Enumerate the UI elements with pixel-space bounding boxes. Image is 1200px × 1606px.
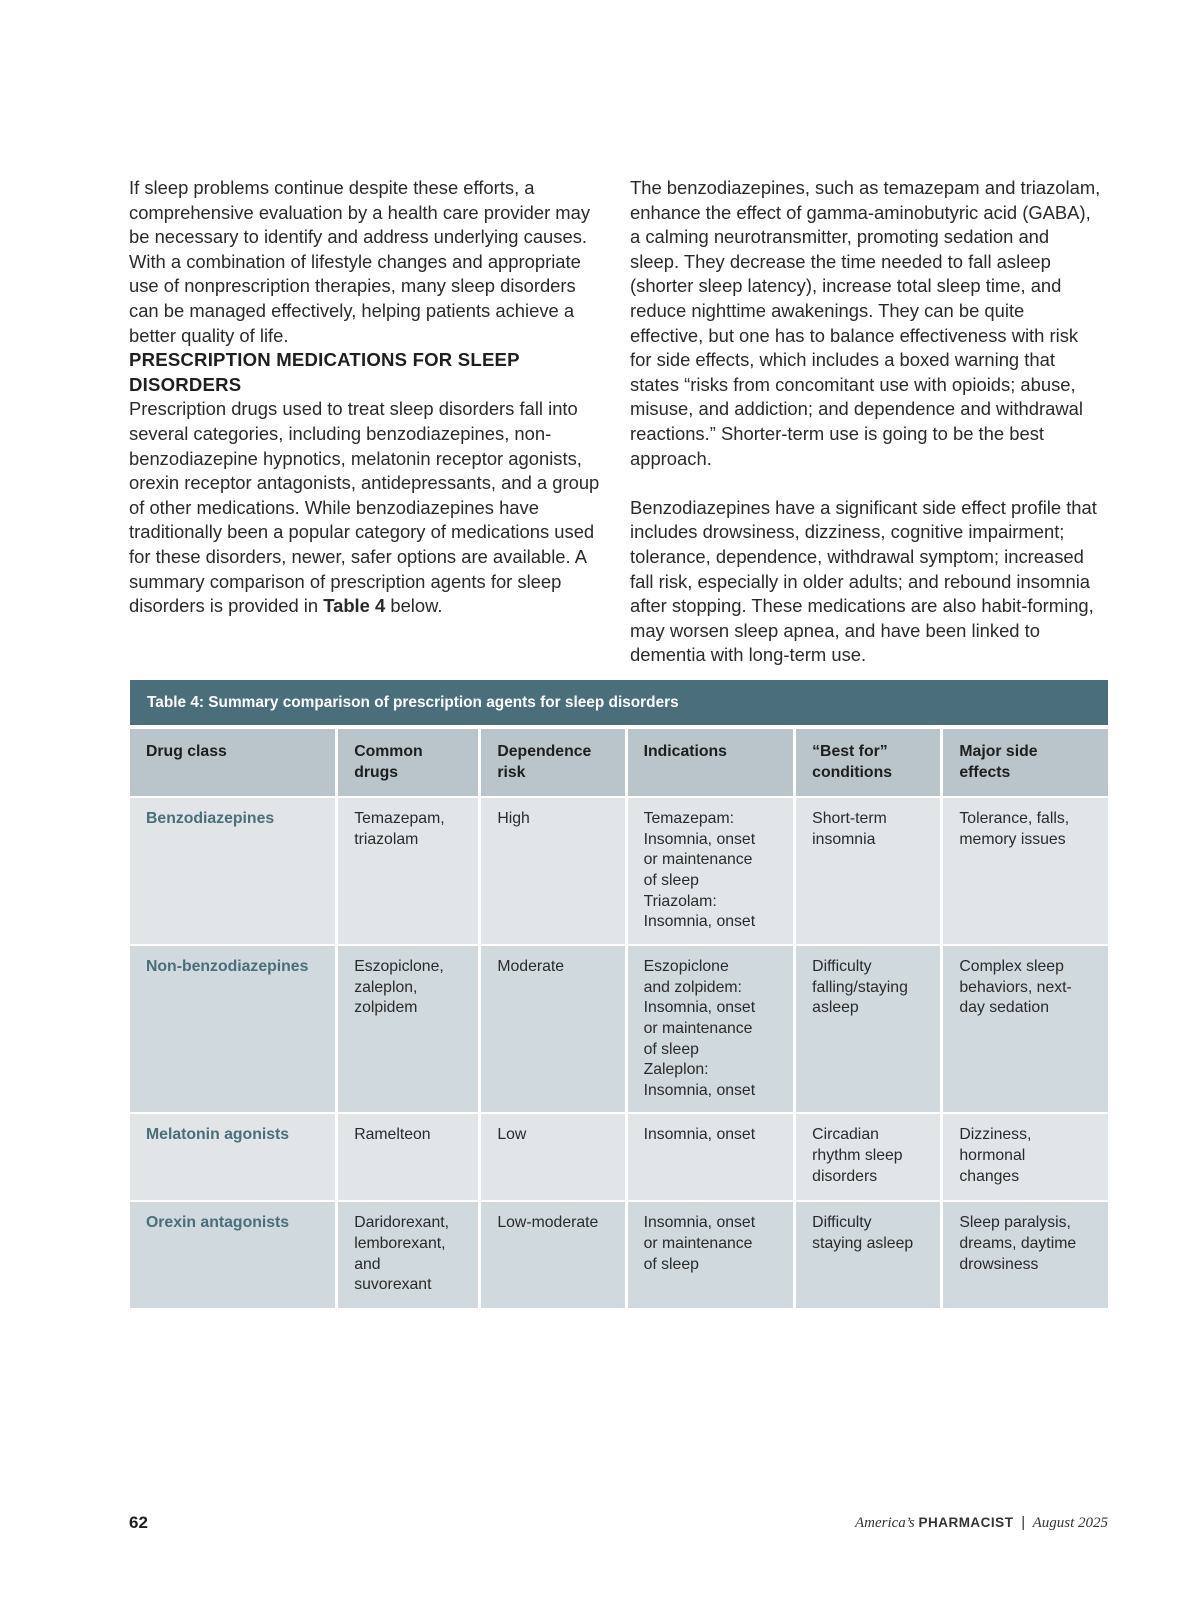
drug-class-cell: Non-benzodiazepines (130, 946, 335, 1112)
table-row (130, 798, 1108, 944)
best-for-cell: Difficulty falling/staying asleep (796, 946, 940, 1112)
right-column (630, 176, 1102, 668)
table-row (130, 1202, 1108, 1308)
section-body (129, 397, 601, 618)
header-drug-class: Drug class (130, 729, 335, 796)
side-effect-paragraph: Benzodiazepines have a significant side effect profile that includes drowsiness, dizziness, cognitive impairment; tolerance, dependence, withdrawal symptom; increased fall risk, especially in older adults; and rebound insomnia after stopping. These medications are also habit-forming, may worsen sleep apnea, and have been linked to dementia with long-term use. (630, 496, 1097, 666)
best-for-cell: Circadian rhythm sleep disorders (796, 1114, 940, 1200)
drug-class-cell: Melatonin agonists (130, 1114, 335, 1200)
table-row (130, 946, 1108, 1112)
header-indications: Indications (628, 729, 794, 796)
indications-cell: Temazepam: Insomnia, onset or maintenance of sleep Triazolam: Insomnia, onset (628, 798, 794, 944)
common-drugs-cell: Temazepam, triazolam (338, 798, 478, 944)
table-caption: Table 4: Summary comparison of prescription agents for sleep disorders (130, 680, 1108, 725)
benzodiazepine-paragraph: The benzodiazepines, such as temazepam and triazolam, enhance the effect of gamma-aminobutyric acid (GABA), a calming neurotransmitter, promoting sedation and sleep. They decrease the time needed to fall asleep (shorter sleep latency), increase total sleep time, and reduce nighttime awakenings. They can be quite effective, but one has to balance effectiveness with risk for side effects, which includes a boxed warning that states “risks from concomitant use with opioids; abuse, misuse, and addiction; and dependence and withdrawal reactions.” Shorter-term use is going to be the best approach. (630, 177, 1101, 469)
best-for-cell: Difficulty staying asleep (796, 1202, 940, 1308)
dependence-risk-cell: Low (481, 1114, 624, 1200)
section-body-text: Prescription drugs used to treat sleep disorders fall into several categories, including benzodiazepines, non-benzodiazepine hypnotics, melatonin receptor agonists, orexin receptor antagonists, antidepressants, and a group of other medications. While benzodiazepines have traditionally been a popular category of medications used for these disorders, newer, safer options are available. A summary comparison of prescription agents for sleep disorders is provided in (129, 398, 600, 617)
common-drugs-cell: Daridorexant, lemborexant, and suvorexant (338, 1202, 478, 1308)
header-common-drugs: Common drugs (338, 729, 478, 796)
section-heading: PRESCRIPTION MEDICATIONS FOR SLEEP DISORDERS (129, 349, 520, 395)
intro-paragraph: If sleep problems continue despite these efforts, a comprehensive evaluation by a health care provider may be necessary to identify and address underlying causes. With a combination of lifestyle changes and appropriate use of nonprescription therapies, many sleep disorders can be managed effectively, helping patients achieve a better quality of life. (129, 177, 591, 346)
table-row (130, 1114, 1108, 1200)
header-dependence-risk: Dependence risk (481, 729, 624, 796)
side-effects-cell: Complex sleep behaviors, next- day sedation (943, 946, 1108, 1112)
dependence-risk-cell: Moderate (481, 946, 624, 1112)
comparison-table-block (130, 680, 1108, 1310)
table-header-row (130, 729, 1108, 796)
side-effects-cell: Dizziness, hormonal changes (943, 1114, 1108, 1200)
left-column (129, 176, 601, 619)
indications-cell: Eszopiclone and zolpidem: Insomnia, onset or maintenance of sleep Zaleplon: Insomnia, onset (628, 946, 794, 1112)
magazine-footer (855, 1514, 1108, 1532)
dependence-risk-cell: High (481, 798, 624, 944)
section-body-end: below. (385, 595, 443, 617)
page-number: 62 (129, 1513, 148, 1532)
footer-separator: | (1021, 1514, 1026, 1531)
table-reference: Table 4 (323, 595, 386, 617)
comparison-table (127, 727, 1111, 1310)
issue-date: August 2025 (1032, 1515, 1108, 1531)
best-for-cell: Short-term insomnia (796, 798, 940, 944)
magazine-prefix: America’s (854, 1515, 915, 1531)
drug-class-cell: Orexin antagonists (130, 1202, 335, 1308)
common-drugs-cell: Ramelteon (338, 1114, 478, 1200)
drug-class-cell: Benzodiazepines (130, 798, 335, 944)
indications-cell: Insomnia, onset (628, 1114, 794, 1200)
side-effects-cell: Tolerance, falls, memory issues (943, 798, 1108, 944)
indications-cell: Insomnia, onset or maintenance of sleep (628, 1202, 794, 1308)
header-side-effects: Major side effects (943, 729, 1108, 796)
common-drugs-cell: Eszopiclone, zaleplon, zolpidem (338, 946, 478, 1112)
magazine-brand: PHARMACIST (918, 1515, 1014, 1530)
side-effects-cell: Sleep paralysis, dreams, daytime drowsiness (943, 1202, 1108, 1308)
header-best-for: “Best for” conditions (796, 729, 940, 796)
dependence-risk-cell: Low-moderate (481, 1202, 624, 1308)
